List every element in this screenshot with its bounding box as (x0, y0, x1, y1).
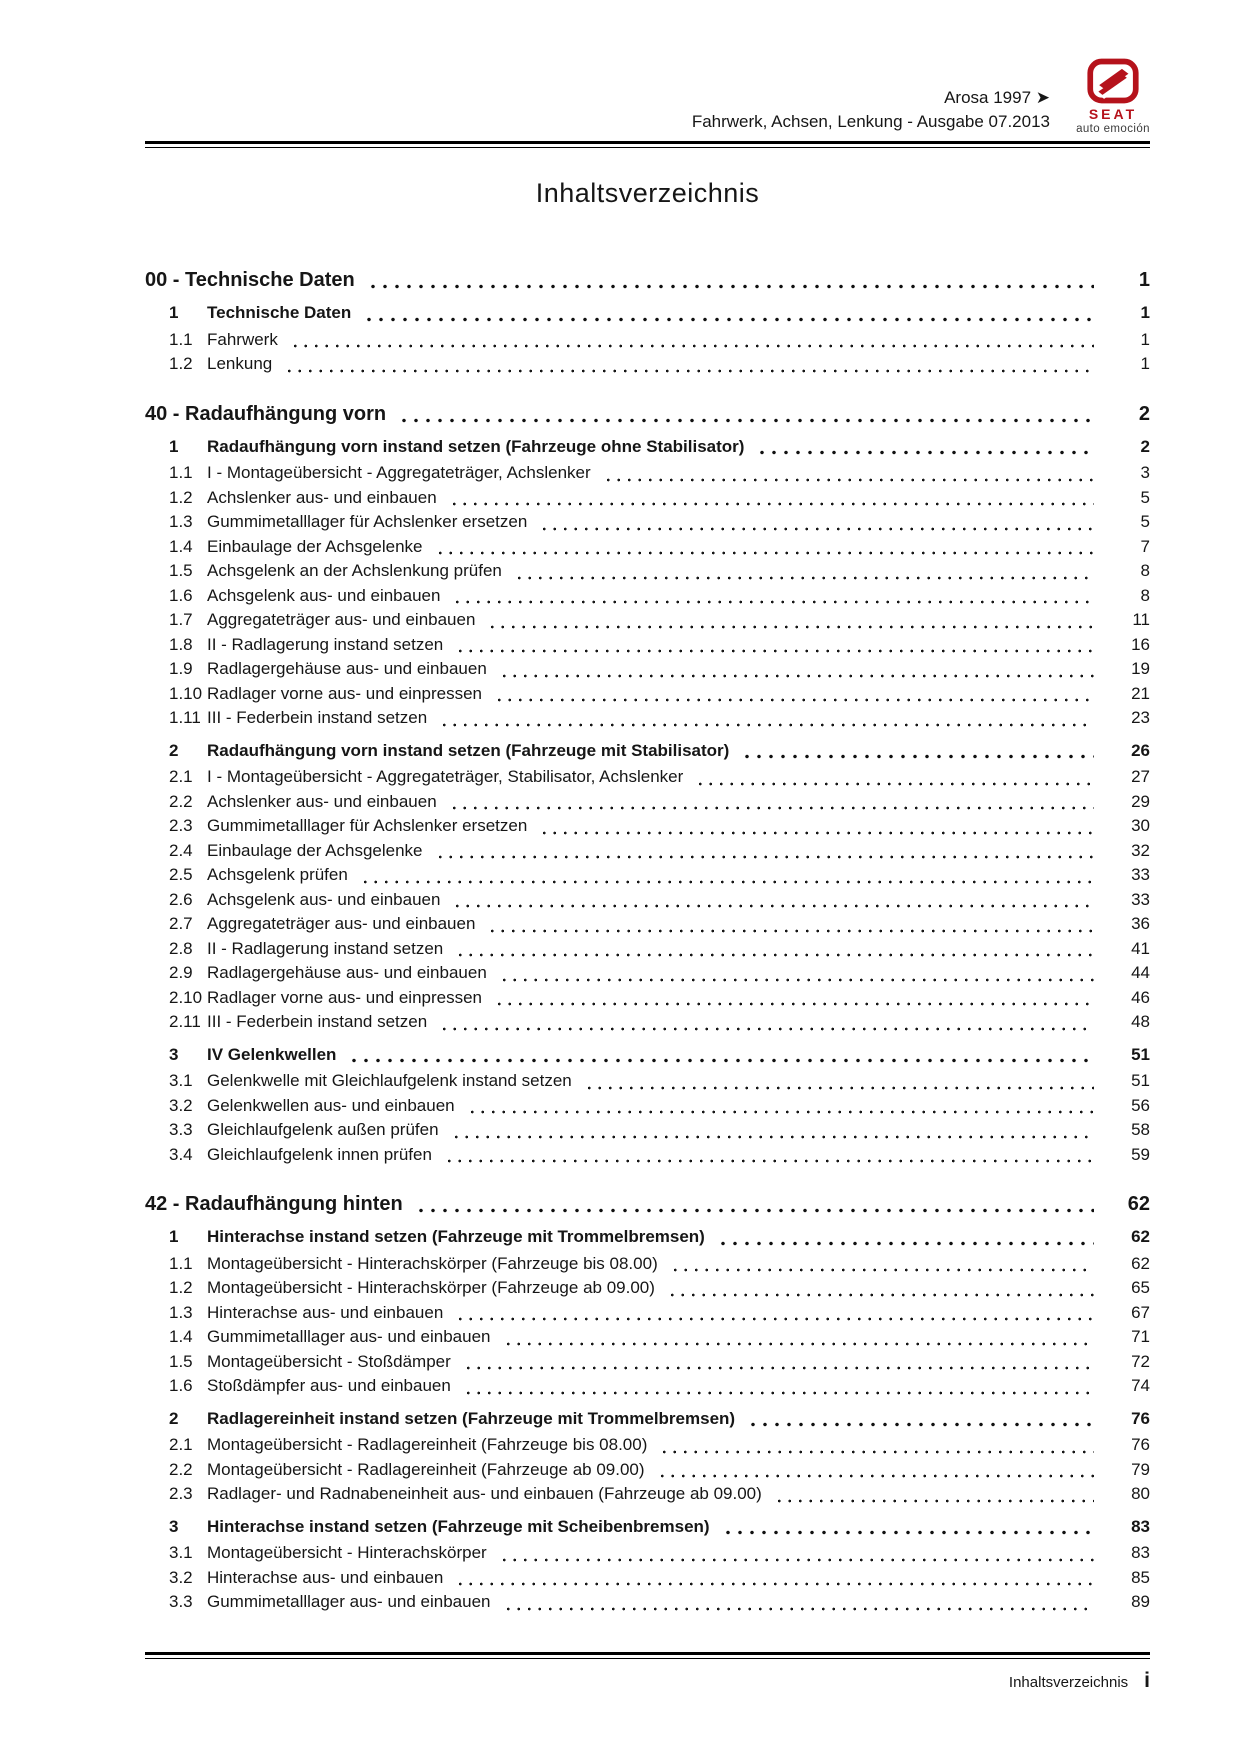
entry-page-number: 72 (1131, 1351, 1150, 1371)
dot-leader (487, 929, 1094, 933)
entry-number: 2.9 (169, 963, 193, 982)
footer-label: Inhaltsverzeichnis (1008, 1674, 1129, 1691)
toc-entry-row (145, 1225, 1150, 1250)
entry-title: III - Federbein instand setzen (207, 1012, 428, 1031)
entry-number: 2.3 (169, 816, 193, 835)
entry-page-number: 71 (1131, 1327, 1150, 1346)
entry-title: Gummimetalllager aus- und einbauen (207, 1592, 491, 1611)
header-rule (145, 141, 1150, 148)
entry-title: Achsgelenk an der Achslenkung prüfen (207, 561, 502, 580)
entry-number: 3.3 (169, 1120, 193, 1139)
entry-number: 2.8 (169, 938, 193, 958)
entry-title: Achslenker aus- und einbauen (207, 791, 437, 811)
entry-title: Montageübersicht - Radlagereinheit (Fahrzeuge ab 09.00) (207, 1459, 645, 1479)
entry-page-number: 32 (1131, 840, 1150, 860)
entry-title: Radlager vorne aus- und einpressen (207, 987, 483, 1007)
entry-number: 1.2 (169, 1278, 193, 1297)
dot-leader (503, 1607, 1095, 1611)
toc-entry-row (145, 352, 1150, 377)
entry-title: Einbaulage der Achsgelenke (207, 536, 423, 556)
toc-entry-row (145, 739, 1150, 764)
entry-page-number: 1 (1140, 303, 1150, 322)
entry-page-number: 89 (1131, 1592, 1150, 1611)
entry-page-number: 5 (1140, 512, 1150, 531)
entry-title: Gelenkwelle mit Gleichlaufgelenk instand setzen (207, 1071, 572, 1090)
entry-number: 2.10 (169, 987, 203, 1007)
entry-page-number: 48 (1131, 1012, 1150, 1031)
entry-page-number: 85 (1131, 1567, 1150, 1587)
entry-page-number: 74 (1131, 1376, 1150, 1395)
entry-number: 1.4 (169, 536, 193, 556)
entry-title: Gummimetalllager aus- und einbauen (207, 1327, 491, 1346)
entry-page-number: 76 (1131, 1435, 1150, 1454)
entry-number: 3 (169, 1516, 179, 1536)
entry-number: 2.1 (169, 1435, 193, 1454)
entry-page-number: 46 (1131, 987, 1150, 1007)
entry-number: 2.4 (169, 840, 193, 860)
entry-page-number: 16 (1131, 634, 1150, 654)
toc-entry-row (145, 584, 1150, 609)
toc-entry-row (145, 301, 1150, 326)
dot-leader (722, 1530, 1094, 1535)
dot-leader (455, 649, 1094, 653)
entry-number: 1.5 (169, 1351, 193, 1371)
entry-title: Aggregateträger aus- und einbauen (207, 610, 476, 629)
entry-page-number: 44 (1131, 963, 1150, 982)
dot-leader (463, 1391, 1094, 1395)
entry-title: Radlagergehäuse aus- und einbauen (207, 659, 487, 678)
toc-entry-row (145, 535, 1150, 560)
entry-title: Montageübersicht - Hinterachskörper (Fahrzeuge bis 08.00) (207, 1253, 658, 1273)
toc-entry-row (145, 912, 1150, 937)
dot-leader (363, 317, 1094, 322)
dot-leader (499, 978, 1094, 982)
toc-entry-row (145, 790, 1150, 815)
header-subtitle-line: Fahrwerk, Achsen, Lenkung - Ausgabe 07.2013 (691, 111, 1050, 131)
dot-leader (435, 551, 1095, 555)
entry-number: 1.2 (169, 487, 193, 507)
chapter-title: 00 - Technische Daten (145, 269, 355, 291)
dot-leader (449, 502, 1094, 506)
entry-number: 2.11 (169, 1012, 201, 1031)
dot-leader (657, 1474, 1094, 1478)
dot-leader (756, 450, 1094, 455)
entry-number: 1 (169, 1227, 179, 1246)
entry-page-number: 2 (1140, 436, 1150, 456)
dot-leader (284, 369, 1094, 373)
entry-page-number: 1 (1140, 329, 1150, 349)
dot-leader (695, 782, 1094, 786)
entry-title: Hinterachse instand setzen (Fahrzeuge mit Trommelbremsen) (207, 1227, 705, 1246)
toc-entry-row (145, 1252, 1150, 1277)
toc-entry-row (145, 1458, 1150, 1483)
toc-entry-row (145, 657, 1150, 682)
entry-number: 1.3 (169, 1302, 193, 1322)
toc-entry-row (145, 608, 1150, 633)
dot-leader (494, 698, 1094, 702)
entry-number: 3.2 (169, 1567, 193, 1587)
entry-page-number: 19 (1131, 659, 1150, 678)
dot-leader (499, 674, 1094, 678)
entry-number: 1.4 (169, 1327, 193, 1346)
entry-page-number: 59 (1131, 1144, 1150, 1164)
entry-page-number: 83 (1131, 1516, 1150, 1536)
dot-leader (439, 1027, 1094, 1031)
dot-leader (348, 1058, 1094, 1063)
toc-entry-row (145, 1118, 1150, 1143)
entry-title: Radlager- und Radnabeneinheit aus- und einbauen (Fahrzeuge ab 09.00) (207, 1484, 762, 1503)
entry-page-number: 56 (1131, 1095, 1150, 1115)
toc-entry-row (145, 765, 1150, 790)
dot-leader (455, 1582, 1094, 1586)
entry-page-number: 8 (1140, 585, 1150, 605)
entry-number: 1 (169, 436, 179, 456)
toc-entry-row (145, 1515, 1150, 1540)
entry-page-number: 36 (1131, 914, 1150, 933)
entry-title: I - Montageübersicht - Aggregateträger, Achslenker (207, 463, 591, 482)
entry-title: I - Montageübersicht - Aggregateträger, Stabilisator, Achslenker (207, 767, 684, 786)
entry-page-number: 21 (1131, 683, 1150, 703)
toc-entry-row (145, 328, 1150, 353)
entry-number: 3.3 (169, 1592, 193, 1611)
entry-number: 1.6 (169, 585, 193, 605)
entry-title: Radaufhängung vorn instand setzen (Fahrzeuge mit Stabilisator) (207, 740, 730, 760)
dot-leader (539, 831, 1094, 835)
dot-leader (747, 1422, 1094, 1427)
toc-entry-row (145, 633, 1150, 658)
entry-page-number: 7 (1140, 536, 1150, 556)
entry-title: Achsgelenk aus- und einbauen (207, 585, 441, 605)
entry-page-number: 8 (1140, 561, 1150, 580)
entry-number: 1.2 (169, 354, 193, 373)
dot-leader (774, 1499, 1094, 1503)
entry-title: Radlagereinheit instand setzen (Fahrzeuge mit Trommelbremsen) (207, 1408, 736, 1428)
entry-page-number: 67 (1131, 1302, 1150, 1322)
dot-leader (452, 600, 1094, 604)
entry-number: 2.6 (169, 889, 193, 909)
entry-title: Hinterachse instand setzen (Fahrzeuge mit Scheibenbremsen) (207, 1516, 710, 1536)
dot-leader (670, 1268, 1094, 1272)
toc-entry-row (145, 1374, 1150, 1399)
toc-entry-row (145, 1482, 1150, 1507)
entry-page-number: 58 (1131, 1120, 1150, 1139)
toc-entry-row (145, 1276, 1150, 1301)
entry-number: 2 (169, 1408, 179, 1428)
entry-number: 3 (169, 1044, 179, 1064)
toc-entry-row (145, 1407, 1150, 1432)
entry-title: Radaufhängung vorn instand setzen (Fahrzeuge ohne Stabilisator) (207, 436, 745, 456)
dot-leader (659, 1450, 1094, 1454)
dot-leader (415, 1208, 1094, 1213)
entry-number: 1.8 (169, 634, 193, 654)
entry-title: II - Radlagerung instand setzen (207, 938, 444, 958)
entry-title: IV Gelenkwellen (207, 1044, 337, 1064)
toc-entry-row (145, 435, 1150, 460)
toc-entry-row (145, 1094, 1150, 1119)
entry-title: Technische Daten (207, 303, 352, 322)
entry-page-number: 51 (1131, 1044, 1150, 1064)
toc-entry-row (145, 937, 1150, 962)
entry-page-number: 33 (1131, 889, 1150, 909)
toc-entry-row (145, 1590, 1150, 1615)
entry-page-number: 3 (1140, 463, 1150, 482)
entry-title: Lenkung (207, 354, 273, 373)
dot-leader (398, 418, 1094, 423)
page-footer (145, 1646, 1150, 1693)
entry-number: 3.1 (169, 1543, 193, 1562)
toc-entry-row (145, 986, 1150, 1011)
entry-page-number: 23 (1131, 708, 1150, 727)
entry-page-number: 51 (1131, 1071, 1150, 1090)
dot-leader (499, 1558, 1094, 1562)
toc-entry-row (145, 814, 1150, 839)
toc (145, 243, 1150, 1615)
entry-title: Aggregateträger aus- und einbauen (207, 914, 476, 933)
chapter-page-number: 2 (1138, 402, 1150, 425)
page-header (145, 58, 1150, 135)
entry-title: Montageübersicht - Hinterachskörper (Fahrzeuge ab 09.00) (207, 1278, 655, 1297)
entry-number: 1 (169, 303, 179, 322)
entry-page-number: 33 (1131, 865, 1150, 884)
entry-page-number: 26 (1131, 740, 1150, 760)
entry-number: 2.2 (169, 1459, 193, 1479)
seat-wordmark: SEAT (1088, 106, 1138, 122)
entry-title: Montageübersicht - Stoßdämper (207, 1351, 451, 1371)
dot-leader (455, 1317, 1094, 1321)
entry-title: Gleichlaufgelenk außen prüfen (207, 1120, 439, 1139)
toc-entry-row (145, 888, 1150, 913)
toc-entry-row (145, 863, 1150, 888)
entry-title: Fahrwerk (207, 329, 278, 349)
dot-leader (451, 1135, 1094, 1139)
seat-tagline: auto emoción (1076, 123, 1150, 135)
entry-page-number: 76 (1131, 1408, 1150, 1428)
toc-entry-row (145, 559, 1150, 584)
toc-entry-row (145, 1301, 1150, 1326)
dot-leader (494, 1002, 1094, 1006)
header-model-line: Arosa 1997 ➤ (944, 88, 1050, 108)
toc-entry-row (145, 1350, 1150, 1375)
toc-entry-row (145, 1010, 1150, 1035)
header-text (692, 86, 1050, 133)
entry-title: Gummimetalllager für Achslenker ersetzen (207, 816, 528, 835)
dot-leader (290, 344, 1094, 348)
entry-page-number: 1 (1140, 354, 1150, 373)
entry-title: Montageübersicht - Radlagereinheit (Fahrzeuge bis 08.00) (207, 1435, 648, 1454)
entry-number: 1.1 (169, 1253, 193, 1273)
entry-title: Gleichlaufgelenk innen prüfen (207, 1144, 432, 1164)
entry-title: Montageübersicht - Hinterachskörper (207, 1543, 487, 1562)
entry-title: II - Radlagerung instand setzen (207, 634, 444, 654)
dot-leader (539, 527, 1094, 531)
footer-page-number: i (1144, 1669, 1150, 1692)
dot-leader (514, 576, 1094, 580)
dot-leader (439, 723, 1094, 727)
toc-chapter-row (145, 267, 1150, 293)
entry-page-number: 41 (1131, 938, 1150, 958)
document-page (145, 58, 1150, 1693)
entry-number: 2 (169, 740, 179, 760)
entry-page-number: 83 (1131, 1543, 1150, 1562)
entry-number: 1.9 (169, 659, 193, 678)
dot-leader (741, 754, 1094, 759)
entry-title: Einbaulage der Achsgelenke (207, 840, 423, 860)
seat-emblem-icon (1087, 58, 1139, 104)
entry-number: 3.1 (169, 1071, 193, 1090)
toc-entry-row (145, 1069, 1150, 1094)
toc-entry-row (145, 1433, 1150, 1458)
dot-leader (444, 1159, 1094, 1163)
toc-entry-row (145, 1541, 1150, 1566)
entry-number: 1.5 (169, 561, 193, 580)
dot-leader (584, 1086, 1094, 1090)
dot-leader (455, 953, 1094, 957)
entry-number: 1.1 (169, 463, 193, 482)
entry-page-number: 62 (1131, 1253, 1150, 1273)
chapter-page-number: 62 (1127, 1193, 1150, 1215)
dot-leader (487, 625, 1094, 629)
entry-title: Hinterachse aus- und einbauen (207, 1302, 444, 1322)
entry-page-number: 65 (1131, 1278, 1150, 1297)
entry-number: 3.2 (169, 1095, 193, 1115)
entry-number: 1.7 (169, 610, 193, 629)
entry-number: 2.5 (169, 865, 193, 884)
toc-entry-row (145, 1043, 1150, 1068)
entry-number: 1.6 (169, 1376, 193, 1395)
entry-number: 1.1 (169, 329, 193, 349)
entry-page-number: 30 (1131, 816, 1150, 835)
dot-leader (435, 855, 1095, 859)
chapter-page-number: 1 (1138, 269, 1150, 291)
entry-number: 1.11 (169, 708, 201, 727)
footer-rule (145, 1652, 1150, 1659)
toc-entry-row (145, 839, 1150, 864)
entry-number: 1.3 (169, 512, 193, 531)
entry-title: Achsgelenk prüfen (207, 865, 348, 884)
toc-entry-row (145, 1566, 1150, 1591)
entry-page-number: 27 (1131, 767, 1150, 786)
dot-leader (360, 880, 1094, 884)
entry-number: 3.4 (169, 1144, 193, 1164)
dot-leader (367, 284, 1094, 289)
entry-title: Achsgelenk aus- und einbauen (207, 889, 441, 909)
entry-page-number: 62 (1131, 1227, 1150, 1246)
entry-page-number: 11 (1132, 610, 1150, 629)
dot-leader (452, 904, 1094, 908)
toc-entry-row (145, 1325, 1150, 1350)
toc-entry-row (145, 510, 1150, 535)
toc-entry-row (145, 461, 1150, 486)
entry-number: 2.7 (169, 914, 193, 933)
dot-leader (467, 1110, 1094, 1114)
dot-leader (449, 806, 1094, 810)
toc-entry-row (145, 486, 1150, 511)
entry-title: Radlager vorne aus- und einpressen (207, 683, 483, 703)
entry-title: Achslenker aus- und einbauen (207, 487, 437, 507)
dot-leader (603, 478, 1094, 482)
entry-number: 1.10 (169, 683, 203, 703)
toc-entry-row (145, 706, 1150, 731)
entry-title: Hinterachse aus- und einbauen (207, 1567, 444, 1587)
dot-leader (503, 1342, 1095, 1346)
entry-page-number: 79 (1131, 1459, 1150, 1479)
chapter-title: 40 - Radaufhängung vorn (145, 402, 387, 425)
entry-title: Radlagergehäuse aus- und einbauen (207, 963, 487, 982)
entry-title: III - Federbein instand setzen (207, 708, 428, 727)
toc-entry-row (145, 961, 1150, 986)
seat-logo (1076, 58, 1150, 135)
chapter-title: 42 - Radaufhängung hinten (145, 1193, 403, 1215)
entry-number: 2.1 (169, 767, 193, 786)
entry-title: Stoßdämpfer aus- und einbauen (207, 1376, 451, 1395)
toc-chapter-row (145, 401, 1150, 427)
toc-entry-row (145, 682, 1150, 707)
dot-leader (717, 1241, 1094, 1246)
toc-entry-row (145, 1143, 1150, 1168)
entry-title: Gummimetalllager für Achslenker ersetzen (207, 512, 528, 531)
page-title: Inhaltsverzeichnis (535, 178, 760, 208)
entry-number: 2.3 (169, 1484, 193, 1503)
entry-number: 2.2 (169, 791, 193, 811)
toc-chapter-row (145, 1191, 1150, 1217)
entry-page-number: 80 (1131, 1484, 1150, 1503)
entry-page-number: 5 (1140, 487, 1150, 507)
dot-leader (463, 1366, 1094, 1370)
dot-leader (667, 1293, 1094, 1297)
entry-page-number: 29 (1131, 791, 1150, 811)
entry-title: Gelenkwellen aus- und einbauen (207, 1095, 455, 1115)
